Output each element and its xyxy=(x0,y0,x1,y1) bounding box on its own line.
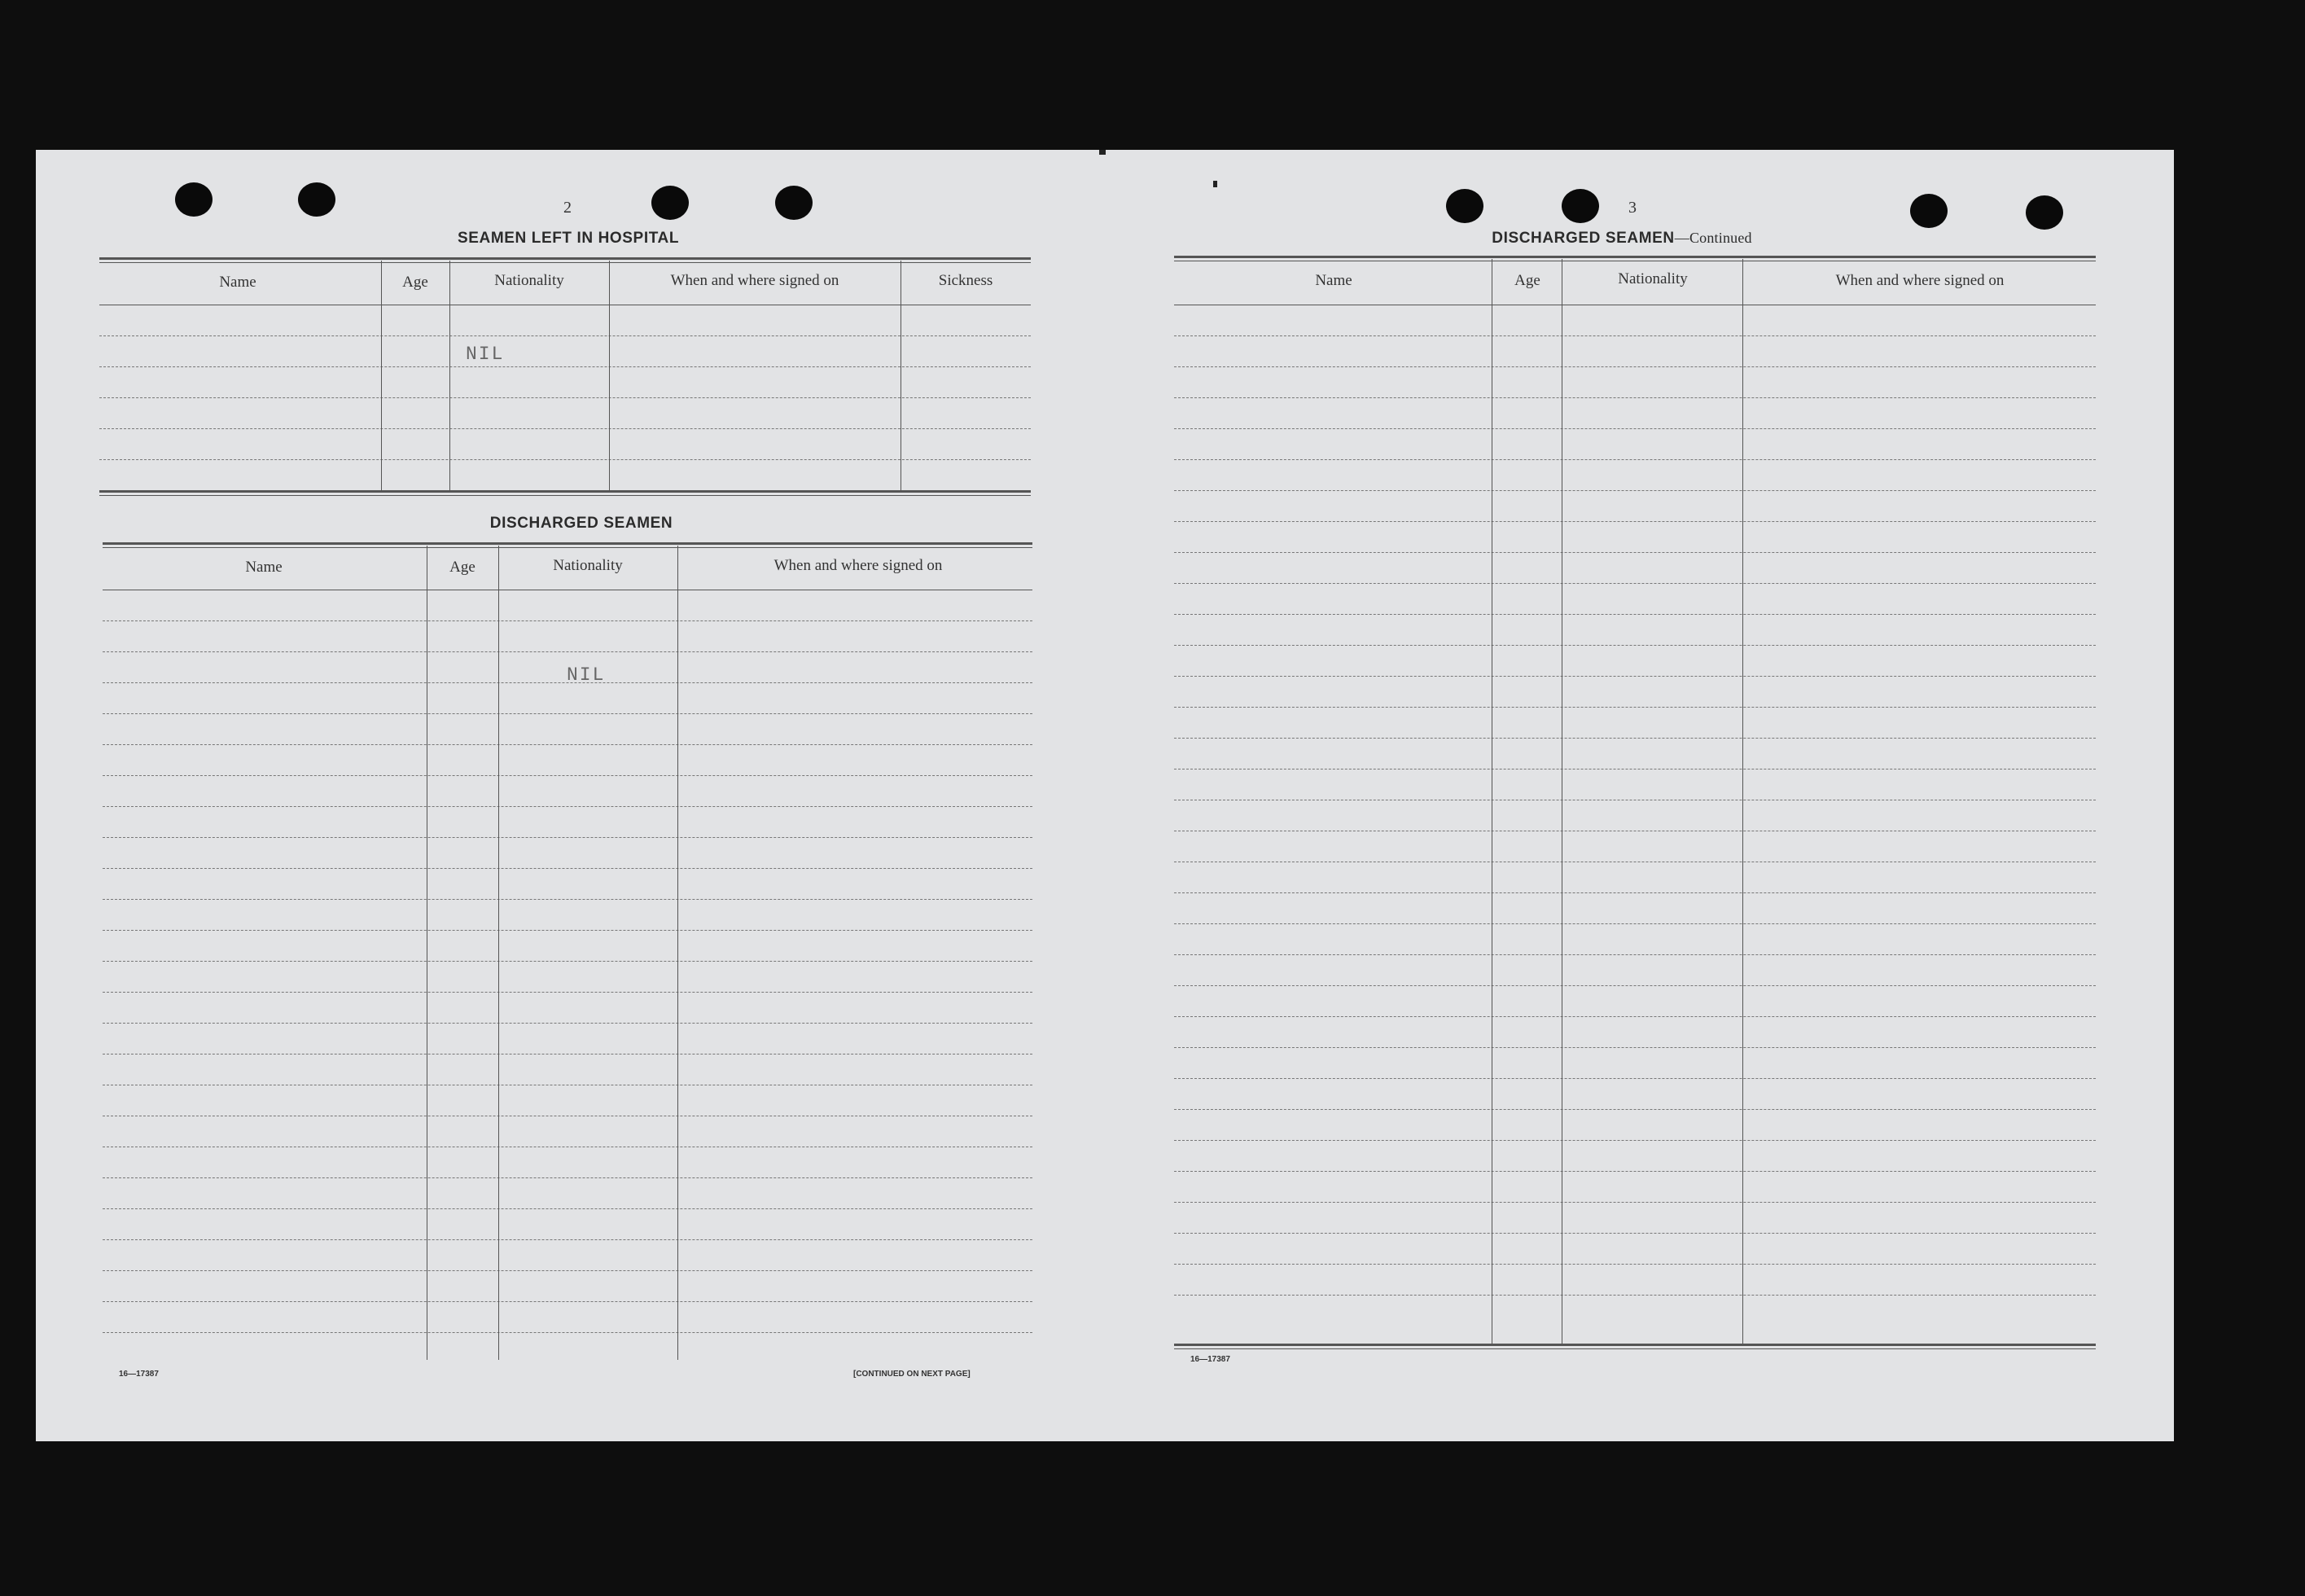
entry-line xyxy=(103,837,1032,838)
column-header-nationality: Nationality xyxy=(1618,270,1688,287)
entry-line xyxy=(99,397,1031,398)
entry-line xyxy=(1174,707,2096,708)
column-divider xyxy=(677,546,678,1360)
punch-hole xyxy=(775,186,813,220)
discharged-table-left xyxy=(103,542,1032,1365)
column-divider xyxy=(498,546,499,1360)
column-divider xyxy=(1742,259,1743,1344)
entry-line xyxy=(1174,769,2096,770)
column-header-signed-on: When and where signed on xyxy=(1835,272,2005,289)
entry-line xyxy=(1174,1171,2096,1172)
column-header-signed-on: When and where signed on xyxy=(670,272,839,289)
entry-line xyxy=(1174,583,2096,584)
column-header-signed-on: When and where signed on xyxy=(773,557,943,574)
entry-line xyxy=(103,899,1032,900)
entry-line xyxy=(1174,397,2096,398)
entry-line xyxy=(103,806,1032,807)
entry-line xyxy=(1174,490,2096,491)
table-top-rule xyxy=(1174,256,2096,258)
entry-line xyxy=(1174,892,2096,893)
entry-line xyxy=(1174,1016,2096,1017)
entry-line xyxy=(103,1270,1032,1271)
punch-hole xyxy=(1562,189,1599,223)
hospital-table xyxy=(99,257,1031,497)
column-header-sickness: Sickness xyxy=(938,272,993,289)
entry-line xyxy=(103,620,1032,621)
entry-line xyxy=(103,992,1032,993)
scan-speck xyxy=(1213,181,1217,187)
entry-line xyxy=(1174,459,2096,460)
form-number: 16—17387 xyxy=(119,1370,159,1379)
column-divider xyxy=(609,261,610,490)
entry-line xyxy=(103,713,1032,714)
punch-hole xyxy=(651,186,689,220)
entry-line xyxy=(103,868,1032,869)
discharged-table-right xyxy=(1174,256,2096,1352)
entry-line xyxy=(1174,1233,2096,1234)
continued-suffix: —Continued xyxy=(1674,230,1752,246)
entry-line xyxy=(1174,1047,2096,1048)
entry-line xyxy=(103,744,1032,745)
column-header-nationality: Nationality xyxy=(494,272,564,289)
entry-line xyxy=(1174,1202,2096,1203)
table-bottom-rule xyxy=(99,490,1031,493)
hospital-section-title: SEAMEN LEFT IN HOSPITAL xyxy=(457,230,680,247)
column-header-name: Name xyxy=(1315,272,1352,289)
entry-line xyxy=(1174,1264,2096,1265)
discharged-title-text: DISCHARGED SEAMEN xyxy=(1492,230,1675,247)
entry-line xyxy=(103,1208,1032,1209)
column-header-name: Name xyxy=(219,274,256,291)
entry-line xyxy=(103,961,1032,962)
entry-line xyxy=(1174,923,2096,924)
entry-line xyxy=(103,1023,1032,1024)
punch-hole xyxy=(2026,195,2063,230)
entry-line xyxy=(1174,428,2096,429)
entry-line xyxy=(103,775,1032,776)
entry-line xyxy=(103,1239,1032,1240)
entry-line xyxy=(1174,552,2096,553)
punch-hole xyxy=(298,182,335,217)
table-bottom-rule xyxy=(1174,1344,2096,1346)
entry-line xyxy=(103,1177,1032,1178)
entry-line xyxy=(103,1332,1032,1333)
entry-line xyxy=(1174,676,2096,677)
entry-line xyxy=(99,366,1031,367)
typed-entry-nil: NIL xyxy=(466,344,505,365)
table-top-rule xyxy=(103,542,1032,545)
column-header-age: Age xyxy=(402,274,428,291)
typed-entry-nil: NIL xyxy=(567,664,606,686)
entry-line xyxy=(1174,366,2096,367)
table-top-rule xyxy=(99,257,1031,260)
entry-line xyxy=(1174,1078,2096,1079)
entry-line xyxy=(99,428,1031,429)
column-header-age: Age xyxy=(1514,272,1540,289)
discharged-continued-title xyxy=(1492,230,1752,248)
punch-hole xyxy=(175,182,213,217)
entry-line xyxy=(1174,1140,2096,1141)
form-number: 16—17387 xyxy=(1190,1355,1230,1364)
entry-line xyxy=(1174,1109,2096,1110)
entry-line xyxy=(99,335,1031,336)
entry-line xyxy=(99,459,1031,460)
entry-line xyxy=(1174,954,2096,955)
entry-line xyxy=(103,1301,1032,1302)
column-header-age: Age xyxy=(449,559,475,576)
column-divider xyxy=(381,261,382,490)
entry-line xyxy=(1174,645,2096,646)
entry-line xyxy=(1174,521,2096,522)
page-number: 3 xyxy=(1628,199,1637,217)
discharged-section-title: DISCHARGED SEAMEN xyxy=(489,515,673,532)
entry-line xyxy=(1174,614,2096,615)
column-header-nationality: Nationality xyxy=(553,557,623,574)
entry-line xyxy=(1174,985,2096,986)
page-number: 2 xyxy=(563,199,572,217)
punch-hole xyxy=(1446,189,1483,223)
punch-hole xyxy=(1910,194,1948,228)
column-divider xyxy=(449,261,450,490)
column-header-name: Name xyxy=(245,559,283,576)
entry-line xyxy=(103,651,1032,652)
continued-note: [CONTINUED ON NEXT PAGE] xyxy=(853,1370,971,1379)
entry-line xyxy=(1174,1295,2096,1296)
scan-speck xyxy=(1099,150,1106,155)
entry-line xyxy=(1174,738,2096,739)
entry-line xyxy=(1174,335,2096,336)
entry-line xyxy=(103,930,1032,931)
